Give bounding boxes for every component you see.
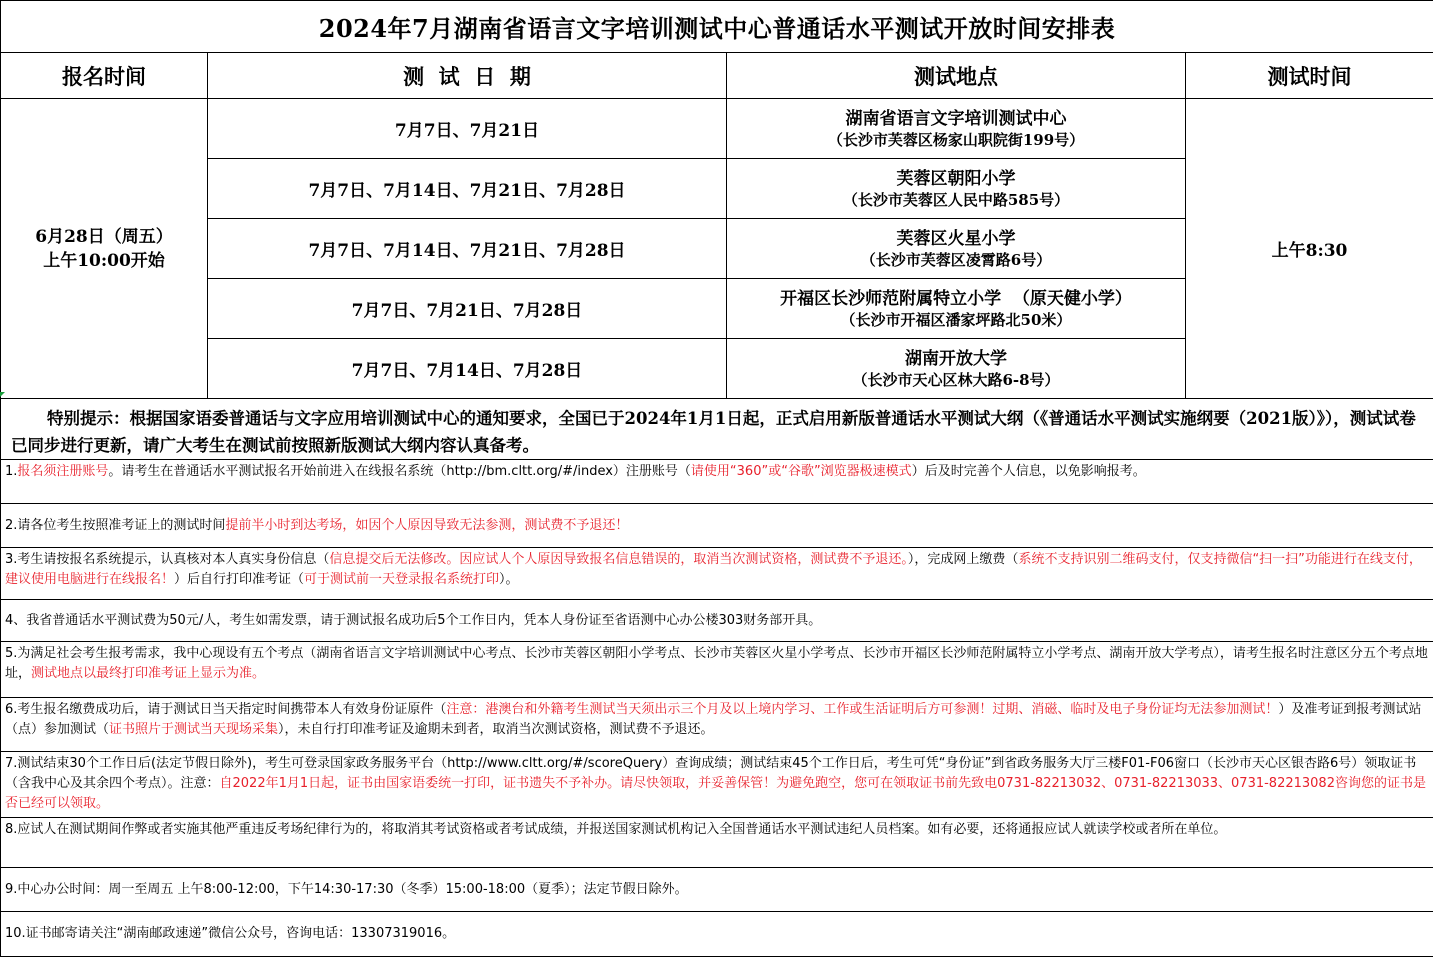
note-5 [1,642,1433,698]
session-dates: 7月7日、7月21日 [208,99,727,159]
session-dates: 7月7日、7月14日、7月21日、7月28日 [208,219,727,279]
note-3 [1,548,1433,600]
note-2 [1,504,1433,548]
note-8: 8.应试人在测试期间作弊或者实施其他严重违反考场纪律行为的，将取消其考试资格或者考试成绩，并报送国家测试机构记入全国普通话水平测试违纪人员档案。如有必要，还将通报应试人就读学校或者所在单位。 [1,818,1433,868]
note-text: 5.为满足社会考生报考需求，我中心现设有五个考点（湖南省语言文字培训测试中心考点、长沙市芙蓉区朝阳小学考点、长沙市芙蓉区火星小学考点、长沙市开福区长沙师范附属特立小学考点、湖南开放大学考点），请考生报名时注意区分五个考点地址， [5,646,1428,681]
session-dates: 7月7日、7月21日、7月28日 [208,279,727,339]
location-address: （长沙市芙蓉区杨家山职院街199号） [827,130,1085,149]
note-highlight: 证书照片于测试当天现场采集 [109,722,279,737]
note-text: ），完成网上缴费（ [907,552,1019,567]
note-text: 。请考生在普通话水平测试报名开始前进入在线报名系统（http://bm.cltt.org/#/index）注册账号（ [108,464,691,479]
location-address: （长沙市开福区潘家坪路北50米） [840,310,1072,329]
note-text: ）。 [499,572,519,587]
page-title: 2024年7月湖南省语言文字培训测试中心普通话水平测试开放时间安排表 [1,1,1433,53]
header-date: 测 试 日 期 [208,53,727,99]
note-highlight: 自2022年1月1日起，证书由国家语委统一打印，证书遗失不予补办。请尽快领取，并妥善保管！为避免跑空，您可在领取证书前先致电0731-82213032、0731-82213033、0731-82213082咨询您的证书是否已经可以领取。 [5,776,1426,811]
location-name: 湖南省语言文字培训测试中心 [845,108,1067,129]
session-location [727,99,1186,159]
note-text: 2.请各位考生按照准考证上的测试时间 [5,517,226,533]
header-location: 测试地点 [727,53,1186,99]
note-highlight: 系统不支持识别二维码支付，仅支持微信“扫一扫”功能进行在线支付，建议使用电脑进行在线报名！ [5,552,1422,587]
note-text: ）后及时完善个人信息，以免影响报考。 [911,464,1146,479]
cell-comment-marker [0,392,5,397]
session-location [727,219,1186,279]
header-registration: 报名时间 [1,53,208,99]
note-text: 6.考生报名缴费成功后，请于测试日当天指定时间携带本人有效身份证原件（ [5,702,447,717]
session-row [1,99,1433,159]
note-highlight: 报名须注册账号 [17,464,109,479]
header-row [1,53,1433,99]
location-address: （长沙市芙蓉区凌霄路6号） [860,250,1052,269]
test-time-cell: 上午8:30 [1186,99,1433,399]
note-highlight: 可于测试前一天登录报名系统打印 [304,572,500,587]
session-location [727,339,1186,399]
note-highlight: 信息提交后无法修改。因应试人个人原因导致报名信息错误的，取消当次测试资格，测试费不予退还。 [329,552,908,567]
location-address: （长沙市芙蓉区人民中路585号） [842,190,1070,209]
note-text: ）及准考证到报考测试站（点）参加测试（ [5,702,1422,737]
note-highlight: 注意：港澳台和外籍考生测试当天须出示三个月及以上境内学习、工作或生活证明后方可参测！过期、消磁、临时及电子身份证均无法参加测试！ [446,702,1279,717]
note-text: 3.考生请按报名系统提示，认真核对本人真实身份信息（ [5,552,330,567]
note-6 [1,698,1433,752]
location-name: 湖南开放大学 [905,348,1007,369]
location-address: （长沙市天心区林大路6-8号） [852,370,1060,389]
note-text: ），未自行打印准考证及逾期未到者，取消当次测试资格，测试费不予退还。 [278,722,714,737]
note-text: 7.测试结束30个工作日后(法定节假日除外)，考生可登录国家政务服务平台（http://www.cltt.org/#/scoreQuery）查询成绩；测试结束45个工作日后，考生可凭“身份证”到省政务服务大厅三楼F01-F06窗口（长沙市天心区银杏路6号）领取证书（含我中心及其余四个考点）。注意： [5,756,1417,791]
session-dates: 7月7日、7月14日、7月21日、7月28日 [208,159,727,219]
registration-time-cell [1,99,208,399]
location-name: 开福区长沙师范附属特立小学 （原天健小学） [780,288,1132,309]
location-name: 芙蓉区火星小学 [896,228,1016,249]
session-dates: 7月7日、7月14日、7月28日 [208,339,727,399]
special-notice: 特别提示：根据国家语委普通话与文字应用培训测试中心的通知要求，全国已于2024年1月1日起，正式启用新版普通话水平测试大纲（《普通话水平测试实施纲要（2021版）》），测试试卷已同步进行更新，请广大考生在测试前按照新版测试大纲内容认真备考。 [1,399,1433,460]
note-9: 9.中心办公时间：周一至周五 上午8:00-12:00，下午14:30-17:30（冬季）15:00-18:00（夏季）；法定节假日除外。 [1,868,1433,912]
registration-start: 上午10:00开始 [43,250,165,271]
note-highlight: 提前半小时到达考场，如因个人原因导致无法参测，测试费不予退还！ [225,517,629,533]
session-location [727,159,1186,219]
note-7 [1,752,1433,818]
note-highlight: 测试地点以最终打印准考证上显示为准。 [31,666,266,681]
header-time: 测试时间 [1186,53,1433,99]
note-10: 10.证书邮寄请关注“湖南邮政速递”微信公众号，咨询电话：13307319016。 [1,912,1433,957]
note-4: 4、我省普通话水平测试费为50元/人，考生如需发票，请于测试报名成功后5个工作日内，凭本人身份证至省语测中心办公楼303财务部开具。 [1,600,1433,642]
note-1 [1,460,1433,504]
note-highlight: 请使用“360”或“谷歌”浏览器极速模式 [690,464,912,479]
location-name: 芙蓉区朝阳小学 [896,168,1016,189]
registration-date: 6月28日（周五） [35,226,173,247]
note-text: 1. [5,464,18,479]
session-location [727,279,1186,339]
note-text: ）后自行打印准考证（ [174,572,305,587]
